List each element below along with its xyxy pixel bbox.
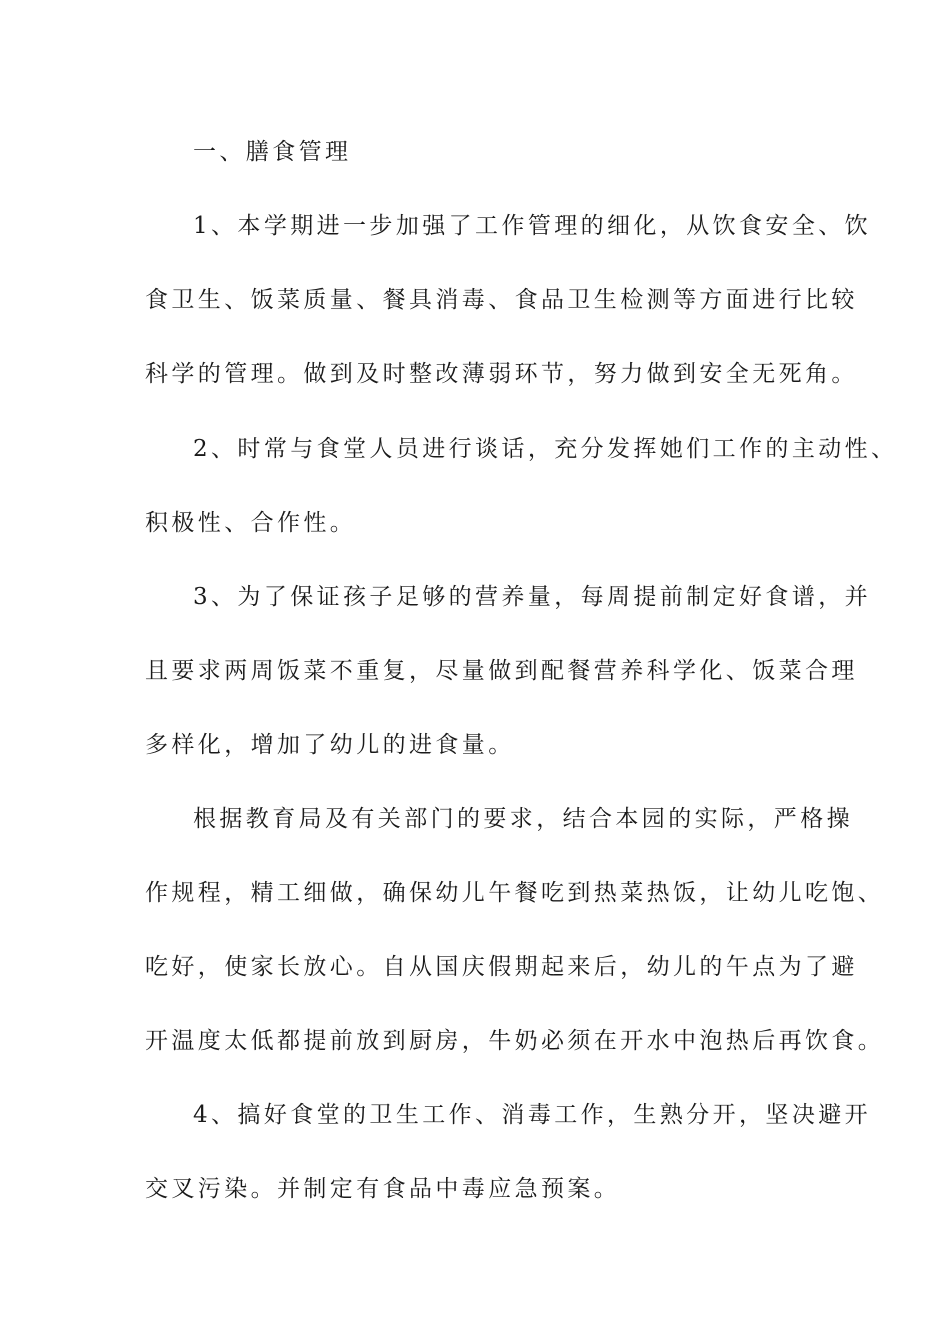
paragraph-5-line-2: 交叉污染。并制定有食品中毒应急预案。 (145, 1176, 621, 1202)
paragraph-1-line-3: 科学的管理。做到及时整改薄弱环节，努力做到安全无死角。 (145, 361, 858, 387)
paragraph-4-line-1: 根据教育局及有关部门的要求，结合本园的实际，严格操 (193, 806, 853, 832)
paragraph-4-line-4: 开温度太低都提前放到厨房，牛奶必须在开水中泡热后再饮食。 (145, 1028, 885, 1054)
section-heading: 一、膳食管理 (193, 139, 352, 165)
paragraph-2-line-1: 2、时常与食堂人员进行谈话，充分发挥她们工作的主动性、 (193, 436, 898, 462)
paragraph-3-line-2: 且要求两周饭菜不重复，尽量做到配餐营养科学化、饭菜合理 (145, 658, 858, 684)
paragraph-4-line-2: 作规程，精工细做，确保幼儿午餐吃到热菜热饭，让幼儿吃饱、 (145, 880, 885, 906)
paragraph-4-line-3: 吃好，使家长放心。自从国庆假期起来后，幼儿的午点为了避 (145, 954, 858, 980)
paragraph-2-line-2: 积极性、合作性。 (145, 510, 357, 536)
paragraph-5-line-1: 4、搞好食堂的卫生工作、消毒工作，生熟分开，坚决避开 (193, 1102, 872, 1128)
paragraph-3-line-3: 多样化，增加了幼儿的进食量。 (145, 732, 515, 758)
paragraph-3-line-1: 3、为了保证孩子足够的营养量，每周提前制定好食谱，并 (193, 584, 872, 610)
paragraph-1-line-1: 1、本学期进一步加强了工作管理的细化，从饮食安全、饮 (193, 213, 872, 239)
paragraph-1-line-2: 食卫生、饭菜质量、餐具消毒、食品卫生检测等方面进行比较 (145, 287, 858, 313)
